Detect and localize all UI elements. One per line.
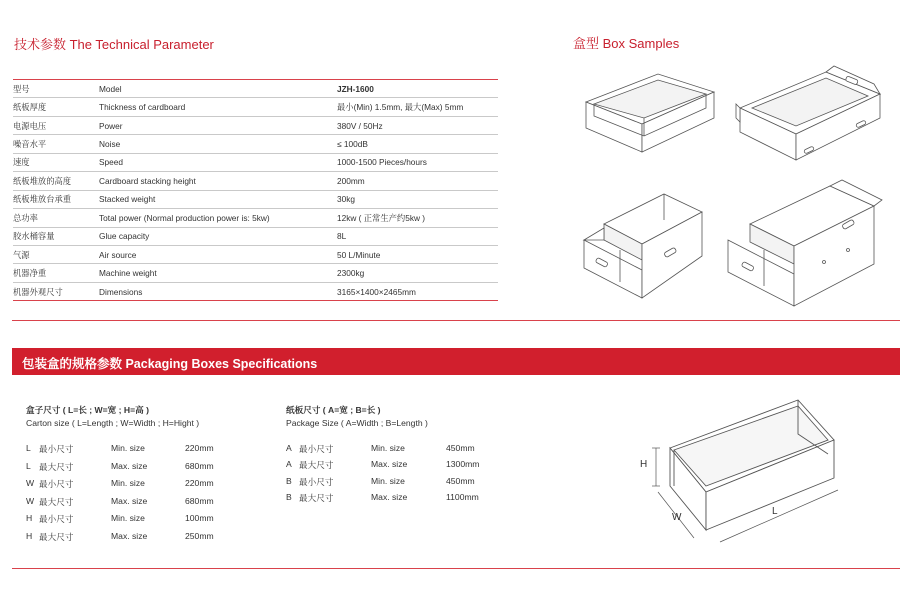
tech-cell-en: Speed <box>99 153 337 171</box>
package-row-letter: B <box>286 491 292 502</box>
tech-cell-cn: 总功率 <box>13 209 99 227</box>
tech-row <box>13 135 498 153</box>
carton-row-letter: L <box>26 443 31 453</box>
tech-row <box>13 282 498 300</box>
package-heading-en: Package Size ( A=Width ; B=Length ) <box>286 418 428 428</box>
carton-row-en: Min. size <box>111 443 145 453</box>
tech-cell-en: Total power (Normal production power is: 5kw) <box>99 209 337 227</box>
tech-row <box>13 98 498 116</box>
carton-row-cn: 最小尺寸 <box>39 514 74 525</box>
package-row-cn: 最小尺寸 <box>299 476 334 487</box>
tech-cell-en: Glue capacity <box>99 227 337 245</box>
carton-row-cn: 最大尺寸 <box>39 532 74 542</box>
package-row-en: Max. size <box>371 459 408 470</box>
tech-cell-val: ≤ 100dB <box>337 135 498 153</box>
tech-row <box>13 172 498 190</box>
package-row-val: 450mm <box>446 443 475 453</box>
box-sample-4-illustration <box>724 178 884 310</box>
specs-banner <box>12 348 900 375</box>
tech-row <box>13 116 498 134</box>
tech-cell-en: Air source <box>99 245 337 263</box>
package-row-en: Min. size <box>371 475 405 486</box>
package-row-letter: A <box>286 443 292 453</box>
carton-row-val: 220mm <box>185 478 214 489</box>
carton-heading-en: Carton size ( L=Length ; W=Width ; H=Hight ) <box>26 418 200 428</box>
tech-cell-cn: 纸板堆放的高度 <box>13 172 99 190</box>
carton-heading-cn: 盒子尺寸 ( L=长 ; W=宽 ; H=高 ) <box>26 405 149 415</box>
carton-row-val: 250mm <box>185 531 214 541</box>
tech-cell-val: 50 L/Minute <box>337 245 498 263</box>
tech-spec-table <box>13 79 498 301</box>
carton-row-val: 220mm <box>185 443 214 453</box>
tech-cell-cn: 电源电压 <box>13 116 99 134</box>
carton-row-val: 680mm <box>185 495 214 506</box>
package-row-letter: A <box>286 459 292 470</box>
divider-top <box>12 320 900 321</box>
tech-row <box>13 190 498 208</box>
tech-cell-en: Dimensions <box>99 282 337 300</box>
package-row-cn: 最小尺寸 <box>299 444 334 454</box>
carton-row-en: Min. size <box>111 478 145 489</box>
package-row-cn: 最大尺寸 <box>299 492 334 503</box>
tech-cell-val: 1000-1500 Pieces/hours <box>337 153 498 171</box>
package-row-val: 450mm <box>446 475 475 486</box>
tech-cell-cn: 胶水桶容量 <box>13 227 99 245</box>
tech-cell-val: 最小(Min) 1.5mm, 最大(Max) 5mm <box>337 98 498 116</box>
diagram-h-label: H <box>640 459 648 470</box>
tech-row <box>13 80 498 98</box>
diagram-w-label: W <box>672 512 682 523</box>
tech-cell-cn: 型号 <box>13 80 99 98</box>
tech-cell-cn: 机器净重 <box>13 264 99 282</box>
samples-title: 盒型 Box Samples <box>573 36 680 51</box>
box-sample-1-illustration <box>580 72 720 162</box>
carton-row-en: Max. size <box>111 460 148 471</box>
divider-bottom <box>12 568 900 569</box>
package-heading-cn: 纸板尺寸 ( A=宽 ; B=长 ) <box>286 405 381 415</box>
box-dimension-diagram <box>634 394 844 548</box>
tech-cell-en: Machine weight <box>99 264 337 282</box>
carton-row-letter: W <box>26 478 35 489</box>
tech-cell-val: 8L <box>337 227 498 245</box>
tech-cell-val: JZH-1600 <box>337 80 498 98</box>
tech-cell-cn: 噪音水平 <box>13 135 99 153</box>
carton-heading <box>26 404 199 430</box>
tech-cell-en: Model <box>99 80 337 98</box>
tech-cell-val: 380V / 50Hz <box>337 116 498 134</box>
tech-cell-en: Stacked weight <box>99 190 337 208</box>
package-row-cn: 最大尺寸 <box>299 460 334 471</box>
carton-row-en: Min. size <box>111 513 145 524</box>
tech-cell-en: Noise <box>99 135 337 153</box>
carton-row-letter: H <box>26 513 33 524</box>
package-heading <box>286 404 428 430</box>
carton-row-en: Max. size <box>111 531 148 541</box>
tech-cell-cn: 机器外观尺寸 <box>13 282 99 300</box>
tech-row <box>13 264 498 282</box>
carton-row-letter: H <box>26 531 33 541</box>
package-row-val: 1300mm <box>446 459 480 470</box>
tech-cell-cn: 速度 <box>13 153 99 171</box>
package-row-en: Max. size <box>371 491 408 502</box>
diagram-l-label: L <box>772 506 778 517</box>
carton-row-val: 680mm <box>185 460 214 471</box>
package-row-val: 1100mm <box>446 491 479 502</box>
carton-row-cn: 最小尺寸 <box>39 479 74 490</box>
carton-row-en: Max. size <box>111 495 148 506</box>
tech-cell-cn: 纸板堆放台承重 <box>13 190 99 208</box>
carton-row-cn: 最大尺寸 <box>39 496 74 507</box>
carton-row-cn: 最小尺寸 <box>39 444 74 454</box>
carton-row-letter: L <box>26 460 31 471</box>
specs-banner-title: 包装盒的规格参数 Packaging Boxes Specifications <box>22 357 318 371</box>
tech-cell-val: 12kw ( 正常生产约5kw ) <box>337 209 498 227</box>
tech-cell-cn: 气源 <box>13 245 99 263</box>
carton-row-val: 100mm <box>185 513 214 524</box>
tech-cell-en: Thickness of cardboard <box>99 98 337 116</box>
tech-title: 技术参数 The Technical Parameter <box>14 37 214 52</box>
tech-row <box>13 227 498 245</box>
tech-row <box>13 245 498 263</box>
carton-row-cn: 最大尺寸 <box>39 461 74 472</box>
tech-row <box>13 209 498 227</box>
carton-row-letter: W <box>26 495 35 506</box>
tech-cell-val: 30kg <box>337 190 498 208</box>
tech-row <box>13 153 498 171</box>
package-row-letter: B <box>286 475 292 486</box>
tech-cell-val: 3165×1400×2465mm <box>337 282 498 300</box>
tech-cell-val: 2300kg <box>337 264 498 282</box>
tech-cell-en: Cardboard stacking height <box>99 172 337 190</box>
tech-cell-en: Power <box>99 116 337 134</box>
package-row-en: Min. size <box>371 443 405 453</box>
tech-cell-val: 200mm <box>337 172 498 190</box>
tech-cell-cn: 纸板厚度 <box>13 98 99 116</box>
box-sample-3-illustration <box>580 190 710 302</box>
box-sample-2-illustration <box>734 64 884 166</box>
